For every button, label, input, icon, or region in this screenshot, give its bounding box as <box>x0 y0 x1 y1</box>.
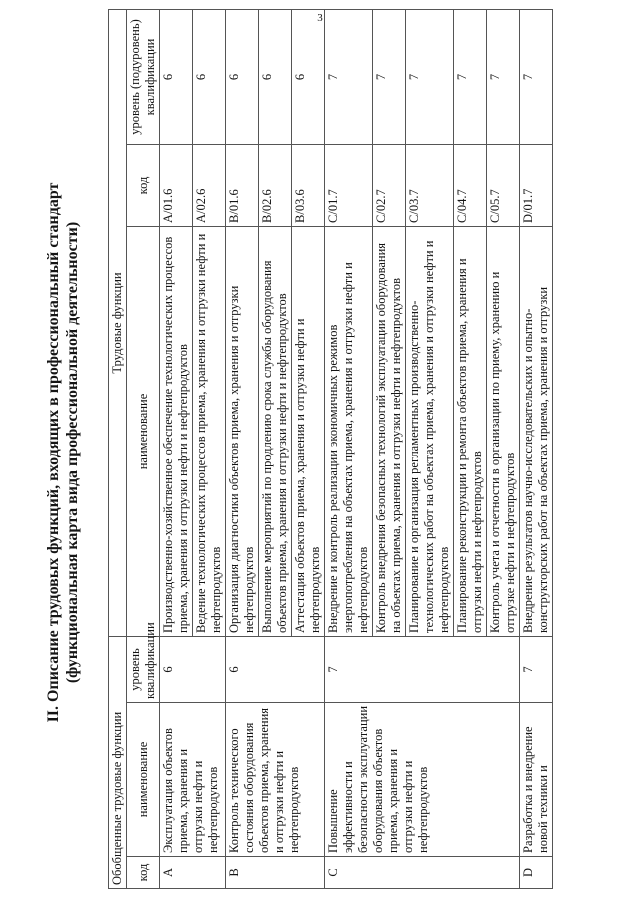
header-function-code: код <box>127 144 160 226</box>
group-name: Разработка и внедрение новой техники и <box>520 703 553 857</box>
function-name: Аттестация объектов приема, хранения и отгрузки нефти и нефтепродуктов <box>292 226 325 636</box>
group-level: 6 <box>160 636 226 702</box>
function-code: C/03.7 <box>406 144 454 226</box>
group-name: Эксплуатация объектов приема, хранения и отгрузки нефти и нефтепродуктов <box>160 703 226 857</box>
function-level: 7 <box>373 9 406 144</box>
title-line-1: II. Описание трудовых функций, входящих в профессиональный стандарт <box>45 182 62 723</box>
function-level: 7 <box>325 9 373 144</box>
functional-map-table <box>108 9 553 889</box>
function-code: C/02.7 <box>373 144 406 226</box>
function-name: Внедрение результатов научно-исследовательских и опытно-конструкторских работ на объектах приема, хранения и отгрузки <box>520 226 553 636</box>
table-row <box>160 9 193 888</box>
group-level: 6 <box>226 636 325 702</box>
title-line-2: (функциональная карта вида профессиональной деятельности) <box>64 221 81 684</box>
group-level: 7 <box>325 636 520 702</box>
group-code: D <box>520 857 553 889</box>
header-labor-functions: Трудовые функции <box>109 9 127 636</box>
function-level: 6 <box>226 9 259 144</box>
function-code: A/01.6 <box>160 144 193 226</box>
function-code: D/01.7 <box>520 144 553 226</box>
header-row-2 <box>127 9 160 888</box>
function-name: Планирование и организация регламентных производственно-технологических работ на объектах приема, хранения и отгрузки нефти и нефтепродуктов <box>406 226 454 636</box>
function-code: A/02.6 <box>193 144 226 226</box>
function-level: 6 <box>259 9 292 144</box>
table-row <box>226 9 259 888</box>
group-name: Повышение эффективности и безопасности эксплуатации оборудования объектов приема, хранения и отгрузки нефти и нефтепродуктов <box>325 703 520 857</box>
header-function-name: наименование <box>127 226 160 636</box>
function-code: B/02.6 <box>259 144 292 226</box>
function-code: B/03.6 <box>292 144 325 226</box>
group-code: A <box>160 857 226 889</box>
group-name: Контроль технического состояния оборудования объектов приема, хранения и отгрузки нефти и нефтепродуктов <box>226 703 325 857</box>
function-level: 7 <box>520 9 553 144</box>
function-level: 6 <box>193 9 226 144</box>
function-name: Контроль учета и отчетности в организации по приему, хранению и отгрузке нефти и нефтепродуктов <box>487 226 520 636</box>
function-name: Выполнение мероприятий по продлению срока службы оборудования объектов приема, хранения и отгрузки нефти и нефтепродуктов <box>259 226 292 636</box>
function-code: C/04.7 <box>454 144 487 226</box>
group-code: C <box>325 857 520 889</box>
group-code: B <box>226 857 325 889</box>
table-row <box>325 9 373 888</box>
header-code: код <box>127 857 160 889</box>
function-name: Контроль внедрения безопасных технологий эксплуатации оборудования на объектах приема, хранения и отгрузки нефти и нефтепродуктов <box>373 226 406 636</box>
function-level: 7 <box>454 9 487 144</box>
function-level: 7 <box>487 9 520 144</box>
header-row-1 <box>109 9 127 888</box>
function-code: B/01.6 <box>226 144 259 226</box>
header-level: уровень квалификации <box>127 636 160 702</box>
function-level: 6 <box>160 9 193 144</box>
section-title <box>44 0 82 905</box>
function-name: Производственно-хозяйственное обеспечение технологических процессов приема, хранения и отгрузки нефти и нефтепродуктов <box>160 226 193 636</box>
group-level: 7 <box>520 636 553 702</box>
function-code: C/05.7 <box>487 144 520 226</box>
function-level: 6 <box>292 9 325 144</box>
table-row <box>520 9 553 888</box>
function-name: Планирование реконструкции и ремонта объектов приема, хранения и отгрузки нефти и нефтепродуктов <box>454 226 487 636</box>
function-code: C/01.7 <box>325 144 373 226</box>
header-sublevel: уровень (подуровень) квалификации <box>127 9 160 144</box>
header-generalized: Обобщенные трудовые функции <box>109 636 127 888</box>
function-name: Внедрение и контроль реализации экономичных режимов энергопотребления на объектах приема, хранения и отгрузки нефти и нефтепродуктов <box>325 226 373 636</box>
function-level: 7 <box>406 9 454 144</box>
function-name: Организация диагностики объектов приема, хранения и отгрузки нефтепродуктов <box>226 226 259 636</box>
function-name: Ведение технологических процессов приема, хранения и отгрузки нефти и нефтепродуктов <box>193 226 226 636</box>
header-name: наименование <box>127 703 160 857</box>
page-number: 3 <box>317 12 323 24</box>
